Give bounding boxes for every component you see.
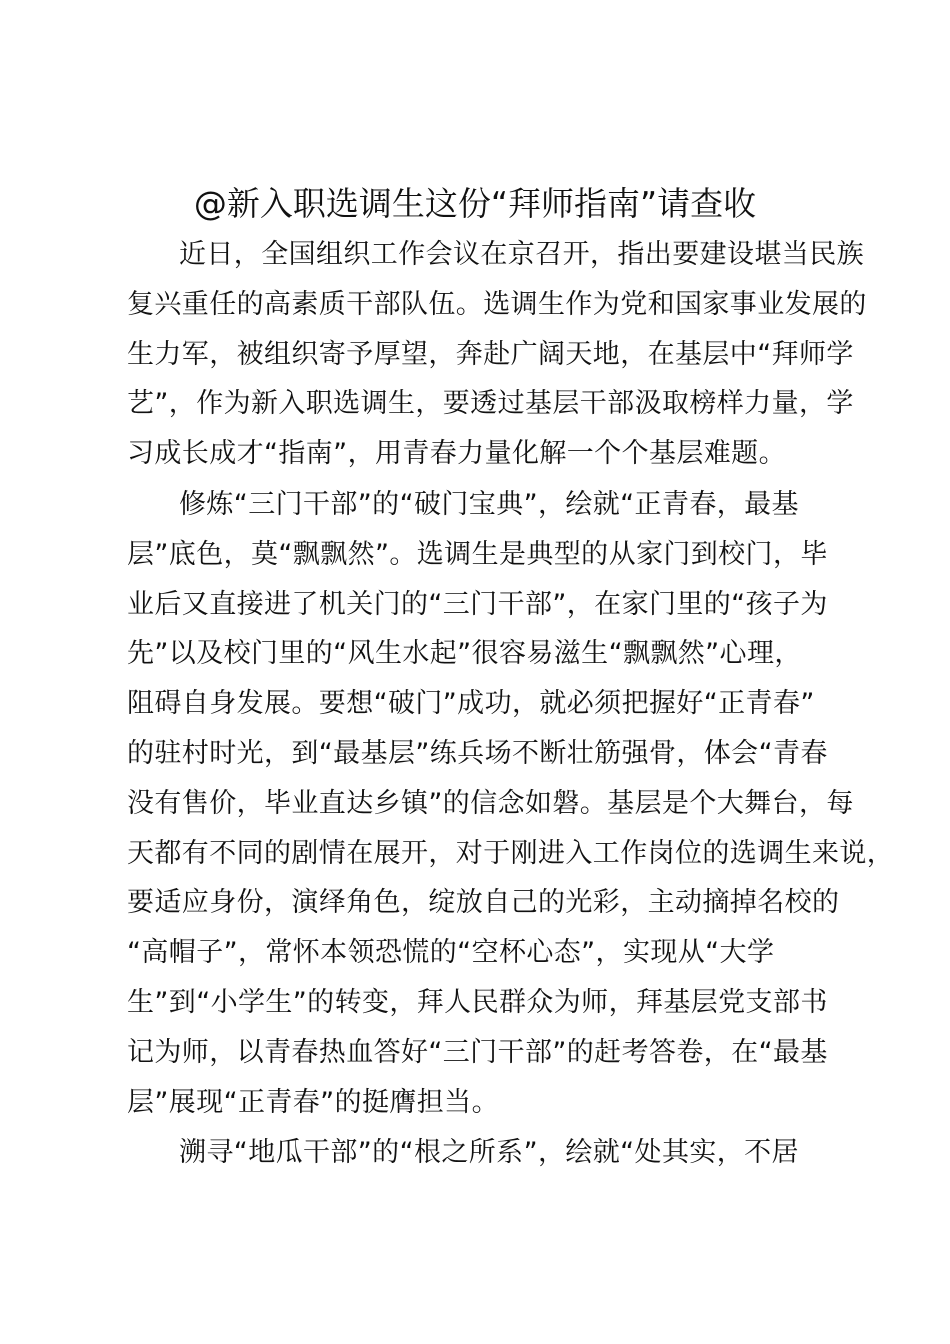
paragraph-line: 习成长成才“指南”，用青春力量化解一个个基层难题。: [127, 438, 786, 470]
paragraph-line: “高帽子”，常怀本领恐慌的“空杯心态”，实现从“大学: [127, 937, 775, 969]
paragraph-line: 层”底色，莫“飘飘然”。选调生是典型的从家门到校门，毕: [127, 538, 828, 570]
paragraph-line: 溯寻“地瓜干部”的“根之所系”，绘就“处其实，不居: [179, 1137, 799, 1168]
paragraph-line: 艺”，作为新入职选调生，要透过基层干部汲取榜样力量，学: [127, 388, 854, 420]
paragraph-line: 没有售价，毕业直达乡镇”的信念如磐。基层是个大舞台，每: [127, 787, 854, 819]
paragraph-line: 生力军，被组织寄予厚望，奔赴广阔天地，在基层中“拜师学: [127, 338, 854, 370]
paragraph-line: 先”以及校门里的“风生水起”很容易滋生“飘飘然”心理，: [127, 638, 802, 670]
paragraph-2: [127, 480, 895, 1127]
paragraph-line: 生”到“小学生”的转变，拜人民群众为师，拜基层党支部书: [127, 986, 828, 1018]
paragraph-line: 阻碍自身发展。要想“破门”成功，就必须把握好“正青春”: [127, 688, 815, 720]
document-title: @新入职选调生这份“拜师指南”请查收: [193, 184, 757, 223]
paragraph-1: [127, 230, 867, 479]
paragraph-line: 的驻村时光，到“最基层”练兵场不断壮筋强骨，体会“青春: [127, 737, 828, 769]
paragraph-line: 层”展现“正青春”的挺膺担当。: [127, 1086, 499, 1118]
paragraph-3: [127, 1128, 855, 1178]
paragraph-line: 记为师，以青春热血答好“三门干部”的赶考答卷，在“最基: [127, 1036, 828, 1068]
paragraph-line: 天都有不同的剧情在展开，对于刚进入工作岗位的选调生来说，: [127, 837, 895, 869]
paragraph-line: 近日，全国组织工作会议在京召开，指出要建设堪当民族: [179, 239, 864, 270]
paragraph-line: 业后又直接进了机关门的“三门干部”，在家门里的“孩子为: [127, 588, 828, 620]
paragraph-line: 修炼“三门干部”的“破门宝典”，绘就“正青春，最基: [179, 489, 799, 520]
paragraph-line: 要适应身份，演绎角色，绽放自己的光彩，主动摘掉名校的: [127, 887, 840, 919]
paragraph-line: 复兴重任的高素质干部队伍。选调生作为党和国家事业发展的: [127, 288, 867, 320]
